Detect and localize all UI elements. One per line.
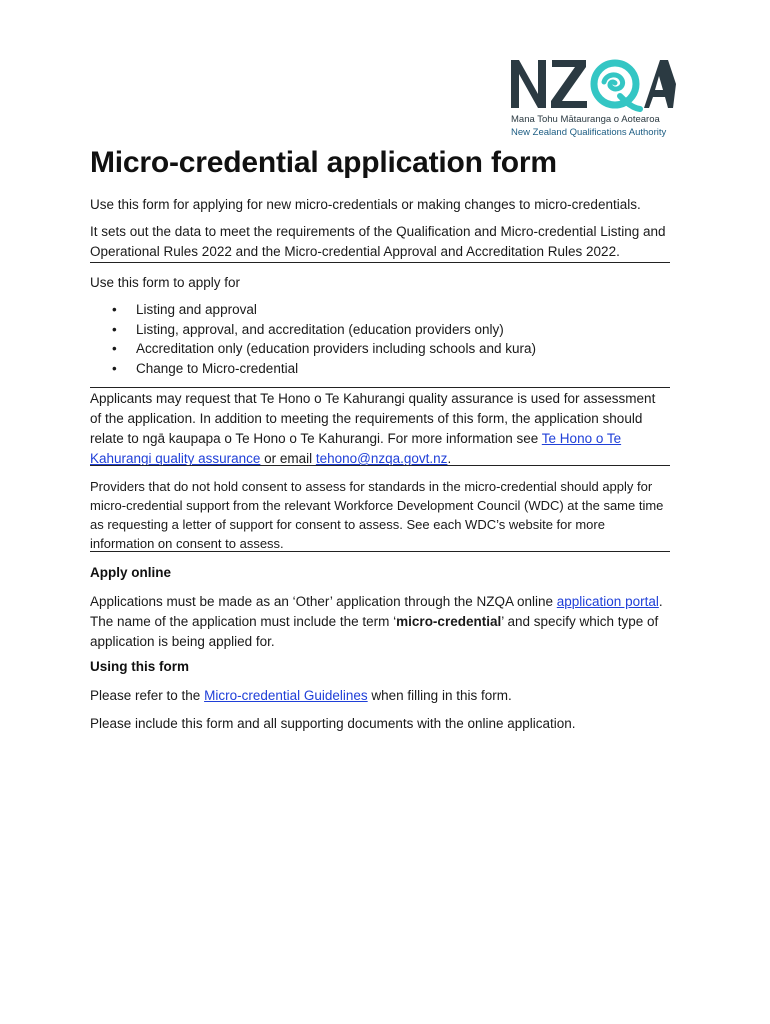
logo-maori-name: Mana Tohu Mātauranga o Aotearoa: [511, 114, 660, 125]
list-item: • Change to Micro-credential: [90, 359, 536, 379]
apply-online-paragraph: Applications must be made as an ‘Other’ application through the NZQA online application portal. The name of the application must include the term ‘micro-credential’ and specify which type of application is being applied for.: [90, 594, 663, 649]
nzqa-logo: [508, 54, 678, 140]
supporting-documents-paragraph: Please include this form and all supporting documents with the online application.: [90, 716, 576, 731]
te-hono-paragraph: Applicants may request that Te Hono o Te Kahurangi quality assurance is used for assessment of the application. In addition to meeting the requirements of this form, the application should relate to ngā kaupapa o Te Hono o Te Kahurangi. For more information see Te Hono o Te Kahurangi quality assurance or email tehono@nzqa.govt.nz.: [90, 391, 656, 466]
micro-credential-term: micro-credential: [396, 614, 502, 629]
apply-for-lead: Use this form to apply for: [90, 275, 241, 290]
bullet-icon: •: [112, 302, 117, 317]
list-item: • Listing and approval: [90, 300, 536, 320]
intro-paragraph-1: Use this form for applying for new micro-credentials or making changes to micro-credentials.: [90, 197, 641, 212]
page-title: Micro-credential application form: [90, 146, 557, 179]
micro-credential-guidelines-link[interactable]: Micro-credential Guidelines: [204, 688, 368, 703]
divider: [90, 465, 670, 466]
divider: [90, 551, 670, 552]
intro-paragraph-2: It sets out the data to meet the requirements of the Qualification and Micro-credential Listing and Operational Rules 2022 and the Micro-credential Approval and Accreditation Rules 2022.: [90, 224, 666, 259]
guidelines-paragraph: Please refer to the Micro-credential Guidelines when filling in this form.: [90, 688, 512, 703]
divider: [90, 262, 670, 263]
nzqa-wordmark-logo: [508, 54, 678, 112]
bullet-icon: •: [112, 341, 117, 356]
consent-paragraph: Providers that do not hold consent to assess for standards in the micro-credential should apply for micro-credential support from the relevant Workforce Development Council (WDC) at the same time as requesting a letter of support for consent to assess. See each WDC’s website for more information on consent to assess.: [90, 479, 664, 551]
logo-english-name: New Zealand Qualifications Authority: [511, 127, 667, 138]
list-item: • Listing, approval, and accreditation (education providers only): [90, 320, 536, 340]
divider: [90, 387, 670, 388]
bullet-icon: •: [112, 321, 117, 337]
using-form-heading: Using this form: [90, 659, 190, 674]
application-portal-link[interactable]: application portal: [556, 594, 659, 609]
bullet-icon: •: [112, 360, 117, 376]
apply-online-heading: Apply online: [90, 565, 171, 580]
tehono-email-link[interactable]: tehono@nzqa.govt.nz: [315, 451, 448, 466]
te-hono-quality-assurance-link[interactable]: Te Hono o Te Kahurangi quality assurance: [90, 431, 622, 466]
list-item: • Accreditation only (education providers including schools and kura): [90, 339, 536, 359]
apply-for-list: [90, 300, 536, 378]
